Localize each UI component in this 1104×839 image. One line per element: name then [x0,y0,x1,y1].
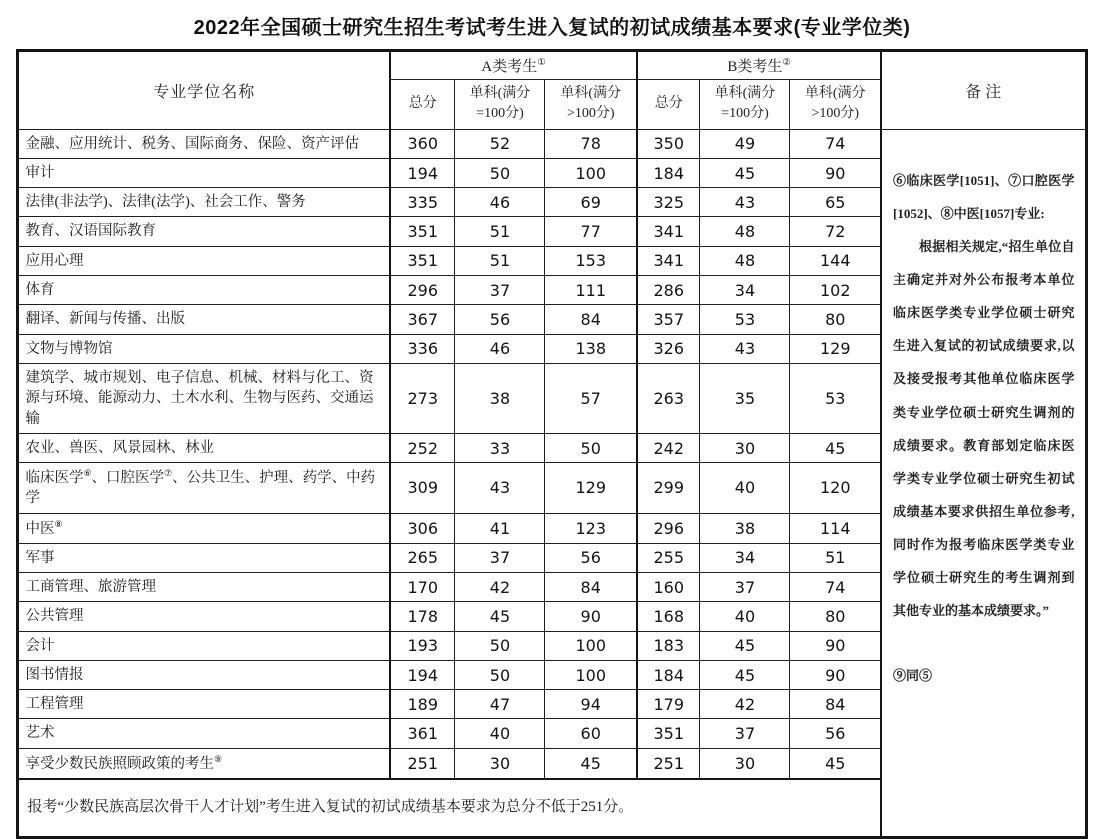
score-cell: 189 [390,690,455,719]
score-cell: 80 [790,305,881,334]
program-name-cell: 教育、汉语国际教育 [18,217,390,246]
score-cell: 37 [700,719,790,748]
score-cell: 170 [390,573,455,602]
score-cell: 351 [637,719,700,748]
score-cell: 251 [390,748,455,779]
score-cell: 74 [790,129,881,158]
score-cell: 50 [455,158,545,187]
remark-cell [881,129,1086,837]
program-name-cell: 金融、应用统计、税务、国际商务、保险、资产评估 [18,129,390,158]
score-cell: 341 [637,246,700,275]
table-body [18,129,1086,837]
score-cell: 299 [637,463,700,513]
score-cell: 45 [455,602,545,631]
score-cell: 138 [545,334,637,363]
score-cell: 48 [700,217,790,246]
score-cell: 84 [790,690,881,719]
column-header-program-name: 专业学位名称 [18,51,390,130]
score-cell: 46 [455,188,545,217]
score-cell: 90 [790,158,881,187]
score-cell: 53 [700,305,790,334]
score-cell: 43 [700,334,790,363]
score-cell: 263 [637,363,700,433]
column-header-group-b: B类考生② [637,51,881,80]
score-cell: 37 [700,573,790,602]
score-cell: 153 [545,246,637,275]
score-cell: 65 [790,188,881,217]
column-header-a-single-100: 单科(满分=100分) [455,80,545,130]
score-cell: 38 [700,513,790,543]
score-cell: 56 [790,719,881,748]
score-cell: 120 [790,463,881,513]
column-header-remark: 备 注 [881,51,1086,130]
score-cell: 129 [545,463,637,513]
score-cell: 102 [790,276,881,305]
program-name-cell: 文物与博物馆 [18,334,390,363]
score-cell: 255 [637,543,700,572]
program-name-cell: 临床医学⑥、口腔医学⑦、公共卫生、护理、药学、中药学 [18,463,390,513]
score-cell: 341 [637,217,700,246]
column-header-b-single-100: 单科(满分=100分) [700,80,790,130]
score-cell: 56 [545,543,637,572]
score-cell: 90 [790,660,881,689]
score-cell: 57 [545,363,637,433]
score-cell: 179 [637,690,700,719]
score-cell: 306 [390,513,455,543]
score-cell: 30 [700,748,790,779]
score-cell: 52 [455,129,545,158]
score-cell: 33 [455,433,545,462]
score-cell: 72 [790,217,881,246]
footer-note: 报考“少数民族高层次骨干人才计划”考生进入复试的初试成绩基本要求为总分不低于251分。 [18,779,881,838]
score-cell: 100 [545,158,637,187]
score-cell: 351 [390,217,455,246]
score-cell: 100 [545,660,637,689]
score-cell: 111 [545,276,637,305]
remark-paragraph: ⑨同⑤ [893,667,933,683]
remark-paragraph: ⑥临床医学[1051]、⑦口腔医学[1052]、⑧中医[1057]专业: [893,172,1075,221]
score-cell: 160 [637,573,700,602]
score-cell: 123 [545,513,637,543]
score-cell: 350 [637,129,700,158]
score-cell: 265 [390,543,455,572]
score-cell: 325 [637,188,700,217]
column-header-b-total: 总分 [637,80,700,130]
program-name-cell: 享受少数民族照顾政策的考生⑨ [18,748,390,779]
score-cell: 56 [455,305,545,334]
remark-paragraph: 根据相关规定,“招生单位自主确定并对外公布报考本单位临床医学类专业学位硕士研究生进入复试的初试成绩要求,以及接受报考其他单位临床医学类专业学位硕士研究生调剂的成绩要求。教育部划定临床医学类专业学位硕士研究生初试成绩基本要求供招生单位参考,同时作为报考临床医学类专业学位硕士研究生的考生调剂到其他专业的基本成绩要求。” [893,238,1075,619]
score-cell: 38 [455,363,545,433]
program-name-cell: 图书情报 [18,660,390,689]
score-cell: 168 [637,602,700,631]
score-cell: 357 [637,305,700,334]
score-cell: 184 [637,158,700,187]
score-cell: 51 [455,246,545,275]
score-cell: 34 [700,276,790,305]
program-name-cell: 艺术 [18,719,390,748]
column-header-a-total: 总分 [390,80,455,130]
program-name-cell: 工程管理 [18,690,390,719]
score-cell: 100 [545,631,637,660]
score-cell: 45 [700,631,790,660]
column-header-a-single-over-100: 单科(满分>100分) [545,80,637,130]
score-cell: 43 [700,188,790,217]
score-cell: 84 [545,305,637,334]
score-cell: 69 [545,188,637,217]
column-header-group-a: A类考生① [390,51,637,80]
score-cell: 40 [700,463,790,513]
score-cell: 45 [790,748,881,779]
score-cell: 114 [790,513,881,543]
score-cell: 48 [700,246,790,275]
score-cell: 183 [637,631,700,660]
score-table [16,49,1087,839]
score-cell: 296 [637,513,700,543]
score-cell: 252 [390,433,455,462]
score-cell: 43 [455,463,545,513]
score-cell: 309 [390,463,455,513]
program-name-cell: 公共管理 [18,602,390,631]
score-cell: 336 [390,334,455,363]
score-cell: 90 [790,631,881,660]
program-name-cell: 会计 [18,631,390,660]
score-cell: 51 [790,543,881,572]
score-cell: 80 [790,602,881,631]
score-cell: 251 [637,748,700,779]
table-row [18,129,1086,158]
score-cell: 42 [700,690,790,719]
page-title: 2022年全国硕士研究生招生考试考生进入复试的初试成绩基本要求(专业学位类) [193,17,911,39]
score-cell: 178 [390,602,455,631]
score-cell: 273 [390,363,455,433]
program-name-cell: 翻译、新闻与传播、出版 [18,305,390,334]
program-name-cell: 工商管理、旅游管理 [18,573,390,602]
score-cell: 361 [390,719,455,748]
score-cell: 42 [455,573,545,602]
program-name-cell: 法律(非法学)、法律(法学)、社会工作、警务 [18,188,390,217]
score-cell: 367 [390,305,455,334]
table-header [18,51,1086,130]
score-cell: 360 [390,129,455,158]
score-cell: 47 [455,690,545,719]
score-cell: 74 [790,573,881,602]
column-header-b-single-over-100: 单科(满分>100分) [790,80,881,130]
score-cell: 84 [545,573,637,602]
score-cell: 184 [637,660,700,689]
score-cell: 37 [455,543,545,572]
program-name-cell: 体育 [18,276,390,305]
score-cell: 46 [455,334,545,363]
score-cell: 296 [390,276,455,305]
score-cell: 60 [545,719,637,748]
header-row-groups [18,51,1086,80]
score-cell: 30 [455,748,545,779]
program-name-cell: 建筑学、城市规划、电子信息、机械、材料与化工、资源与环境、能源动力、土木水利、生物与医药、交通运输 [18,363,390,433]
score-cell: 50 [545,433,637,462]
score-cell: 326 [637,334,700,363]
program-name-cell: 农业、兽医、风景园林、林业 [18,433,390,462]
score-cell: 50 [455,631,545,660]
score-cell: 49 [700,129,790,158]
score-cell: 53 [790,363,881,433]
score-cell: 37 [455,276,545,305]
score-cell: 50 [455,660,545,689]
score-cell: 35 [700,363,790,433]
score-cell: 78 [545,129,637,158]
score-cell: 194 [390,158,455,187]
score-cell: 335 [390,188,455,217]
score-cell: 45 [545,748,637,779]
score-cell: 45 [700,660,790,689]
score-cell: 30 [700,433,790,462]
program-name-cell: 应用心理 [18,246,390,275]
score-cell: 90 [545,602,637,631]
score-cell: 41 [455,513,545,543]
score-cell: 193 [390,631,455,660]
score-cell: 40 [700,602,790,631]
score-cell: 129 [790,334,881,363]
score-cell: 51 [455,217,545,246]
score-cell: 45 [700,158,790,187]
score-cell: 40 [455,719,545,748]
score-cell: 94 [545,690,637,719]
score-cell: 286 [637,276,700,305]
score-cell: 144 [790,246,881,275]
score-cell: 45 [790,433,881,462]
score-cell: 77 [545,217,637,246]
score-cell: 34 [700,543,790,572]
score-cell: 242 [637,433,700,462]
program-name-cell: 军事 [18,543,390,572]
score-cell: 351 [390,246,455,275]
score-cell: 194 [390,660,455,689]
program-name-cell: 中医⑧ [18,513,390,543]
program-name-cell: 审计 [18,158,390,187]
